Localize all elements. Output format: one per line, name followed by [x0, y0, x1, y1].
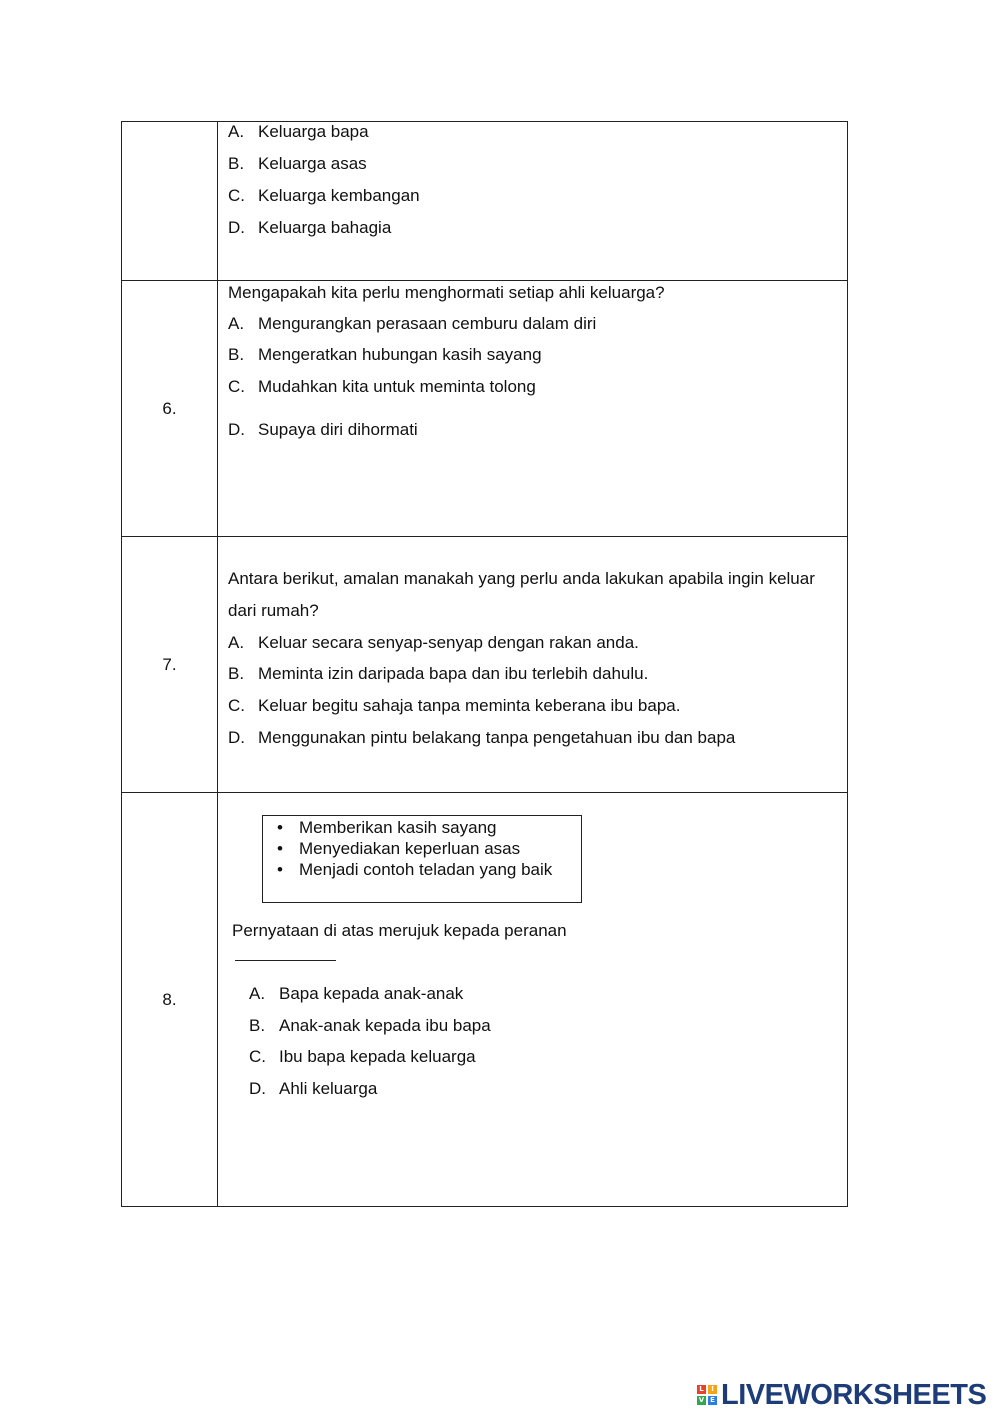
question-content-cell [218, 122, 848, 281]
question-row-8 [122, 793, 848, 1207]
logo-tile: E [708, 1396, 717, 1405]
option-d[interactable]: D. Menggunakan pintu belakang tanpa pengetahuan ibu dan bapa [228, 728, 736, 747]
option-d[interactable]: D. Supaya diri dihormati [228, 420, 418, 439]
option-b[interactable]: B. Anak-anak kepada ibu bapa [249, 1016, 491, 1035]
option-c[interactable]: C. Keluarga kembangan [228, 186, 420, 205]
question-text: Pernyataan di atas merujuk kepada peranan [232, 921, 567, 940]
question-content-cell [218, 281, 848, 537]
option-a[interactable]: A. Keluar secara senyap-senyap dengan rakan anda. [228, 633, 639, 652]
question-number: 7. [122, 537, 218, 793]
statement-item: • Menjadi contoh teladan yang baik [277, 860, 553, 879]
brand-name: LIVEWORKSHEETS [721, 1378, 987, 1411]
question-content-cell [218, 793, 848, 1207]
option-c[interactable]: C. Keluar begitu sahaja tanpa meminta keberana ibu bapa. [228, 696, 681, 715]
question-text: Mengapakah kita perlu menghormati setiap ahli keluarga? [228, 283, 665, 302]
bullet-icon: • [277, 860, 283, 879]
question-number-cell [122, 122, 218, 281]
liveworksheets-logo[interactable] [697, 1378, 986, 1412]
option-b[interactable]: B. Mengeratkan hubungan kasih sayang [228, 345, 542, 364]
option-d[interactable]: D. Ahli keluarga [249, 1079, 378, 1098]
option-a[interactable]: A. Mengurangkan perasaan cemburu dalam diri [228, 314, 597, 333]
statement-item: • Menyediakan keperluan asas [277, 839, 521, 858]
option-a[interactable]: A. Keluarga bapa [228, 122, 369, 141]
question-text: Antara berikut, amalan manakah yang perlu anda lakukan apabila ingin keluar dari rumah? [228, 569, 815, 620]
option-a[interactable]: A. Bapa kepada anak-anak [249, 984, 464, 1003]
answer-blank-line[interactable] [235, 960, 336, 961]
bullet-icon: • [277, 818, 283, 837]
logo-grid-icon [697, 1385, 717, 1405]
logo-tile: I [708, 1385, 717, 1394]
question-content-cell [218, 537, 848, 793]
statement-item: • Memberikan kasih sayang [277, 818, 497, 837]
question-number: 8. [122, 793, 218, 1207]
question-row-5 [122, 122, 848, 281]
logo-tile: V [698, 1396, 705, 1404]
statement-box [262, 815, 582, 903]
bullet-icon: • [277, 839, 283, 858]
option-c[interactable]: C. Ibu bapa kepada keluarga [249, 1047, 476, 1066]
logo-tile: L [697, 1385, 706, 1394]
option-b[interactable]: B. Meminta izin daripada bapa dan ibu terlebih dahulu. [228, 664, 649, 683]
question-row-6 [122, 281, 848, 537]
option-d[interactable]: D. Keluarga bahagia [228, 218, 392, 237]
statement-list [273, 817, 573, 880]
question-row-7 [122, 537, 848, 793]
option-b[interactable]: B. Keluarga asas [228, 154, 367, 173]
question-number: 6. [122, 281, 218, 537]
option-c[interactable]: C. Mudahkan kita untuk meminta tolong [228, 377, 536, 396]
question-table [121, 121, 848, 1207]
